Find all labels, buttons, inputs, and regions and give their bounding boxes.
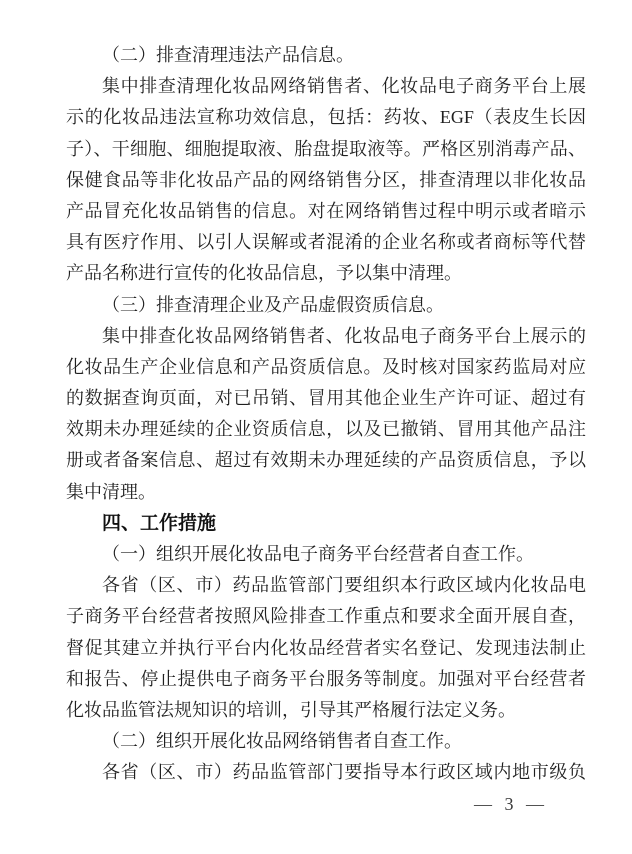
text-line: 各省（区、市）药品监管部门要指导本行政区域内地市级负 (102, 762, 586, 783)
text-line: 效期未办理延续的企业资质信息，以及已撤销、冒用其他产品注 (66, 419, 586, 440)
section-heading: 四、工作措施 (102, 512, 217, 534)
text-line: 化妆品监管法规知识的培训，引导其严格履行法定义务。 (66, 699, 516, 720)
text-line: 册或者备案信息、超过有效期未办理延续的产品资质信息，予以 (66, 450, 586, 471)
subsection-heading: （二）组织开展化妆品网络销售者自查工作。 (102, 731, 462, 752)
text-line: 各省（区、市）药品监管部门要组织本行政区域内化妆品电 (102, 575, 586, 596)
text-line: 集中排查清理化妆品网络销售者、化妆品电子商务平台上展 (102, 76, 586, 97)
text-line: 化妆品生产企业信息和产品资质信息。及时核对国家药监局对应 (66, 356, 586, 377)
text-line: 子商务平台经营者按照风险排查工作重点和要求全面开展自查， (66, 606, 586, 627)
subsection-heading: （一）组织开展化妆品电子商务平台经营者自查工作。 (102, 544, 534, 564)
subsection-heading: （三）排查清理企业及产品虚假资质信息。 (102, 294, 444, 315)
text-line: 集中排查化妆品网络销售者、化妆品电子商务平台上展示的 (102, 325, 586, 346)
page-footer (0, 789, 548, 820)
text-line: 示的化妆品违法宣称功效信息，包括：药妆、EGF（表皮生长因 (66, 107, 586, 128)
text-line: 子）、干细胞、细胞提取液、胎盘提取液等。严格区别消毒产品、 (66, 138, 586, 159)
subsection-heading: （二）排查清理违法产品信息。 (102, 45, 354, 65)
text-line: 的数据查询页面，对已吊销、冒用其他企业生产许可证、超过有 (66, 388, 586, 409)
document-body (66, 40, 586, 789)
text-line: 和报告、停止提供电子商务平台服务等制度。加强对平台经营者 (66, 668, 586, 689)
text-line: 督促其建立并执行平台内化妆品经营者实名登记、发现违法制止 (66, 637, 586, 658)
page-number: — 3 — (474, 794, 548, 814)
text-line: 保健食品等非化妆品产品的网络销售分区，排查清理以非化妆品 (66, 169, 586, 190)
text-line: 集中清理。 (66, 481, 156, 502)
text-line: 产品名称进行宣传的化妆品信息，予以集中清理。 (66, 263, 462, 284)
text-line: 具有医疗作用、以引人误解或者混淆的企业名称或者商标等代替 (66, 232, 586, 253)
text-line: 产品冒充化妆品销售的信息。对在网络销售过程中明示或者暗示 (66, 200, 586, 221)
